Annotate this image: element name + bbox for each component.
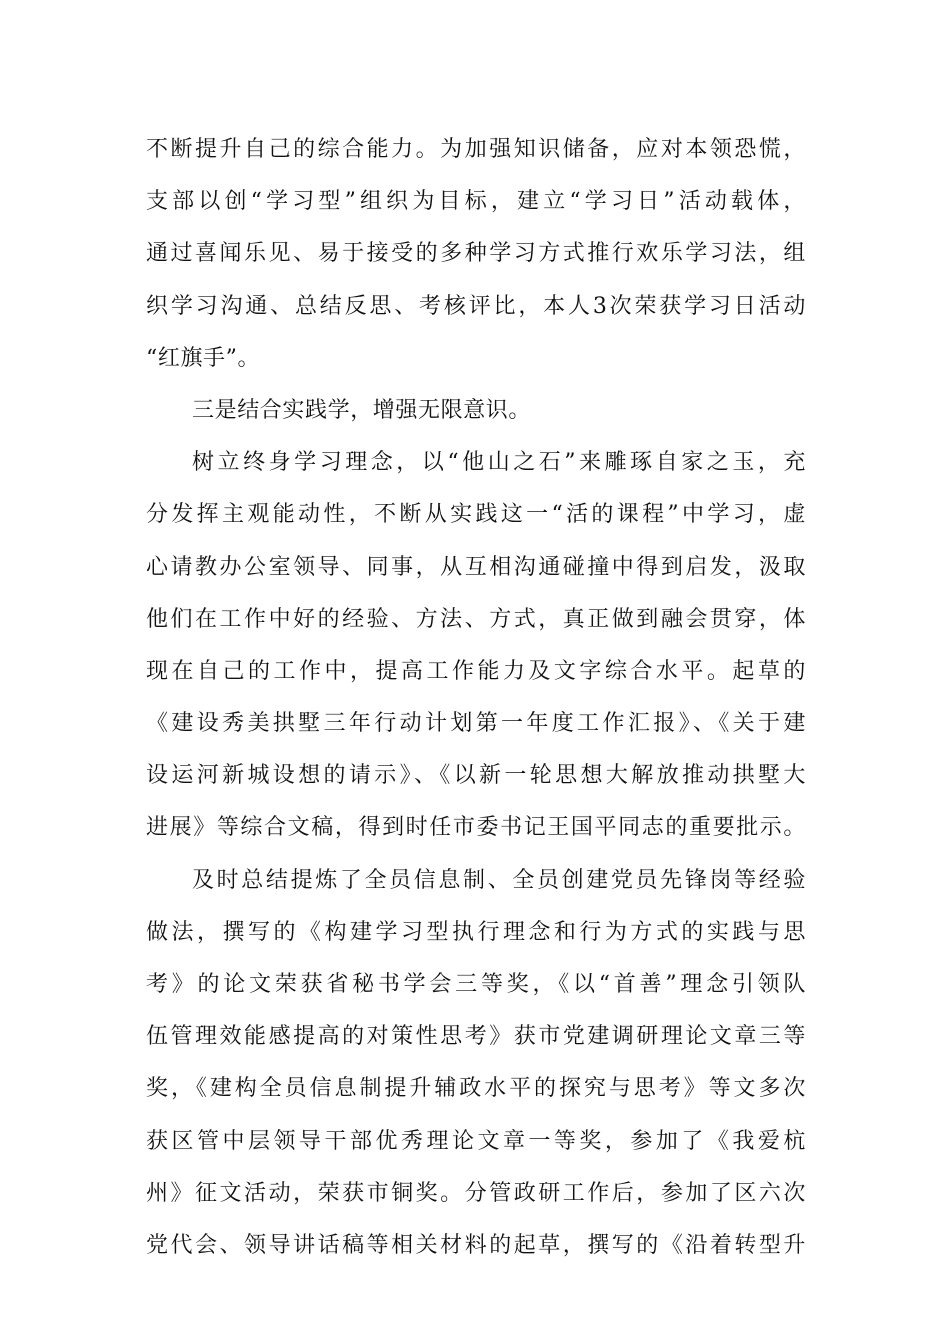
- text-line: 党代会、领导讲话稿等相关材料的起草，撰写的《沿着转型升: [146, 1232, 806, 1258]
- text-line: 分发挥主观能动性，不断从实践这一“活的课程”中学习，虚: [146, 502, 806, 528]
- text-line: 现在自己的工作中，提高工作能力及文字综合水平。起草的: [146, 658, 806, 684]
- text-line: 树立终身学习理念，以“他山之石”来雕琢自家之玉，充: [192, 450, 806, 476]
- section-heading: 三是结合实践学，增强无限意识。: [192, 397, 532, 423]
- text-line: 做法，撰写的《构建学习型执行理念和行为方式的实践与思: [146, 919, 806, 945]
- body-text: [146, 124, 806, 1272]
- text-line: 《建设秀美拱墅三年行动计划第一年度工作汇报》、《关于建: [146, 711, 806, 737]
- text-line: 织学习沟通、总结反思、考核评比，本人3次荣获学习日活动: [146, 293, 806, 319]
- text-line: 及时总结提炼了全员信息制、全员创建党员先锋岗等经验: [192, 867, 806, 893]
- text-line: 支部以创“学习型”组织为目标，建立“学习日”活动载体，: [146, 189, 806, 215]
- text-line: 心请教办公室领导、同事，从互相沟通碰撞中得到启发，汲取: [146, 554, 806, 580]
- text-line: 州》征文活动，荣获市铜奖。分管政研工作后，参加了区六次: [146, 1180, 806, 1206]
- text-line: 设运河新城设想的请示》、《以新一轮思想大解放推动拱墅大: [146, 763, 806, 789]
- text-line: 奖，《建构全员信息制提升辅政水平的探究与思考》等文多次: [146, 1076, 806, 1102]
- text-line: 进展》等综合文稿，得到时任市委书记王国平同志的重要批示。: [146, 815, 806, 841]
- text-line: 获区管中层领导干部优秀理论文章一等奖，参加了《我爱杭: [146, 1128, 806, 1154]
- text-line: 不断提升自己的综合能力。为加强知识储备，应对本领恐慌，: [146, 137, 806, 162]
- text-line: 通过喜闻乐见、易于接受的多种学习方式推行欢乐学习法，组: [146, 241, 806, 267]
- text-line: 考》的论文荣获省秘书学会三等奖，《以“首善”理念引领队: [146, 972, 806, 997]
- text-line: 他们在工作中好的经验、方法、方式，真正做到融会贯穿，体: [146, 606, 806, 632]
- text-line: “红旗手”。: [146, 345, 261, 371]
- text-line: 伍管理效能感提高的对策性思考》获市党建调研理论文章三等: [146, 1024, 806, 1050]
